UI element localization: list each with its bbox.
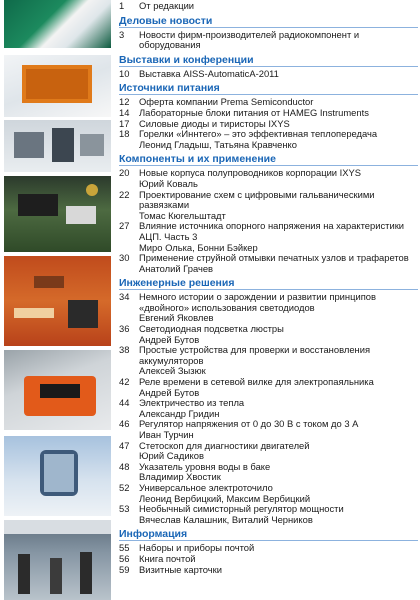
- toc-entry[interactable]: [119, 108, 418, 119]
- page-number: 14: [119, 106, 130, 118]
- toc-entry[interactable]: [119, 1, 418, 12]
- page-number: 30: [119, 252, 130, 264]
- entry-author: Александр Гридин: [139, 407, 220, 419]
- section-heading: Компоненты и их применение: [119, 153, 276, 166]
- page-number: 12: [119, 96, 130, 108]
- entry-title: Книга почтой: [139, 552, 196, 564]
- circuit-board-photo: [4, 0, 111, 48]
- entry-author: Юрий Коваль: [139, 177, 198, 189]
- page-number: 46: [119, 418, 130, 430]
- page-number: 20: [119, 167, 130, 179]
- section-heading: Выставки и конференции: [119, 53, 254, 66]
- entry-title: Простые устройства для проверки и восстановления аккумуляторов: [139, 344, 371, 366]
- ixys-chip-photo: [4, 55, 111, 117]
- pcb-module-shape: [4, 176, 111, 252]
- page-number: 42: [119, 376, 130, 388]
- entry-title: От редакции: [139, 0, 195, 11]
- section-divider: [119, 66, 418, 67]
- toc-entry[interactable]: [119, 69, 418, 80]
- toc-entry[interactable]: [119, 30, 418, 51]
- page-number: 55: [119, 542, 130, 554]
- entry-title: Стетоскоп для диагностики двигателей: [139, 439, 310, 451]
- entry-title: Универсальное электроточило: [139, 481, 273, 493]
- entry-title: Новости фирм-производителей радиокомпонент и оборудования: [139, 28, 360, 51]
- entry-author: Иван Турчин: [139, 429, 194, 440]
- exhibition-shape: [4, 520, 111, 600]
- entry-author: Владимир Хвостик: [139, 471, 221, 483]
- page-number: 3: [119, 28, 125, 40]
- page-number: 17: [119, 117, 130, 129]
- table-of-contents: [119, 1, 418, 575]
- page-number: 52: [119, 481, 130, 493]
- entry-title: Влияние источника опорного напряжения на характеристики АЦП. Часть 3: [139, 220, 405, 242]
- coil-shape: [4, 436, 111, 516]
- entry-title: Регулятор напряжения от 0 до 30 В с током до 3 А: [139, 418, 359, 430]
- section-heading: Деловые новости: [119, 14, 213, 27]
- section-divider: [119, 94, 418, 95]
- page-number: 27: [119, 220, 130, 232]
- entry-author: Евгений Яковлев: [139, 312, 214, 324]
- page-number: 59: [119, 563, 130, 575]
- entry-title: Горелки «Иннтего» – это эффективная теплопередача: [139, 128, 378, 140]
- exhibition-photo: [4, 520, 111, 600]
- section-heading: Инженерные решения: [119, 277, 235, 290]
- section-divider: [119, 165, 418, 166]
- toc-entry[interactable]: [119, 345, 418, 366]
- entry-author: Леонид Вербицкий, Максим Вербицкий: [139, 492, 311, 504]
- pcb-module-photo: [4, 176, 111, 252]
- entry-author: Андрей Бутов: [139, 386, 200, 398]
- entry-title: Реле времени в сетевой вилке для электропаяльника: [139, 376, 374, 388]
- section-heading: Источники питания: [119, 82, 220, 95]
- entry-title: Проектирование схем с цифровыми гальваническими развязками: [139, 188, 375, 211]
- entry-title: Новые корпуса полупроводников корпорации IXYS: [139, 167, 362, 179]
- entry-title: Визитные карточки: [139, 563, 223, 575]
- page-number: 47: [119, 439, 130, 451]
- entry-author: Вячеслав Калашник, Виталий Черников: [139, 513, 313, 525]
- entry-author: Алексей Зызюк: [139, 365, 206, 377]
- page-number: 53: [119, 503, 130, 515]
- page-number: 44: [119, 397, 130, 409]
- entry-title: Силовые диоды и тиристоры IXYS: [139, 117, 290, 129]
- entry-title: Оферта компании Prema Semiconductor: [139, 96, 314, 108]
- entry-author: Томас Кюгельштадт: [139, 209, 226, 221]
- entry-title: Наборы и приборы почтой: [139, 542, 255, 554]
- connectors-shape: [4, 120, 111, 172]
- section-divider: [119, 27, 418, 28]
- entry-title: Выставка AISS-AutomaticA-2011: [139, 67, 279, 79]
- photo-column: [4, 0, 111, 600]
- page-number: 48: [119, 460, 130, 472]
- page-number: 10: [119, 67, 130, 79]
- section-divider: [119, 289, 418, 290]
- entry-author: Андрей Бутов: [139, 333, 200, 345]
- chip-shape: [4, 55, 111, 117]
- section-divider: [119, 540, 418, 541]
- toc-entry[interactable]: [119, 483, 418, 494]
- connectors-photo: [4, 120, 111, 172]
- entry-title: Немного истории о зарождении и развитии принципов «двойного» использования светодиодов: [139, 291, 376, 313]
- toc-entry[interactable]: [119, 554, 418, 565]
- entry-author: Анатолий Грачев: [139, 262, 214, 274]
- pcb-closeup-photo: [4, 256, 111, 346]
- entry-title: Лабораторные блоки питания от HAMEG Instruments: [139, 106, 369, 118]
- charger-device-photo: [4, 350, 111, 430]
- entry-title: Электричество из тепла: [139, 397, 245, 409]
- toc-entry[interactable]: [119, 190, 418, 211]
- page-number: 38: [119, 344, 130, 356]
- page-number: 56: [119, 552, 130, 564]
- page-number: 1: [119, 0, 125, 11]
- section-heading: Информация: [119, 528, 188, 541]
- page-number: 36: [119, 323, 130, 335]
- page-number: 22: [119, 188, 130, 200]
- entry-title: Необычный симисторный регулятор мощности: [139, 503, 344, 515]
- entry-title: Применение струйной отмывки печатных узлов и трафаретов: [139, 252, 409, 264]
- entry-author: Миро Олька, Бонни Бэйкер: [139, 241, 258, 253]
- entry-author: Леонид Гладыш, Татьяна Кравченко: [139, 138, 297, 150]
- toc-entry[interactable]: [119, 565, 418, 576]
- toc-sections: [119, 15, 418, 576]
- page-number: 34: [119, 291, 130, 303]
- page-number: 18: [119, 128, 130, 140]
- entry-author: Юрий Садиков: [139, 450, 204, 462]
- coil-photo: [4, 436, 111, 516]
- toc-entry[interactable]: [119, 221, 418, 242]
- charger-device-shape: [4, 350, 111, 430]
- entry-title: Указатель уровня воды в баке: [139, 460, 271, 472]
- entry-title: Светодиодная подсветка люстры: [139, 323, 284, 335]
- toc-entry[interactable]: [119, 292, 418, 313]
- pcb-closeup-shape: [4, 256, 111, 346]
